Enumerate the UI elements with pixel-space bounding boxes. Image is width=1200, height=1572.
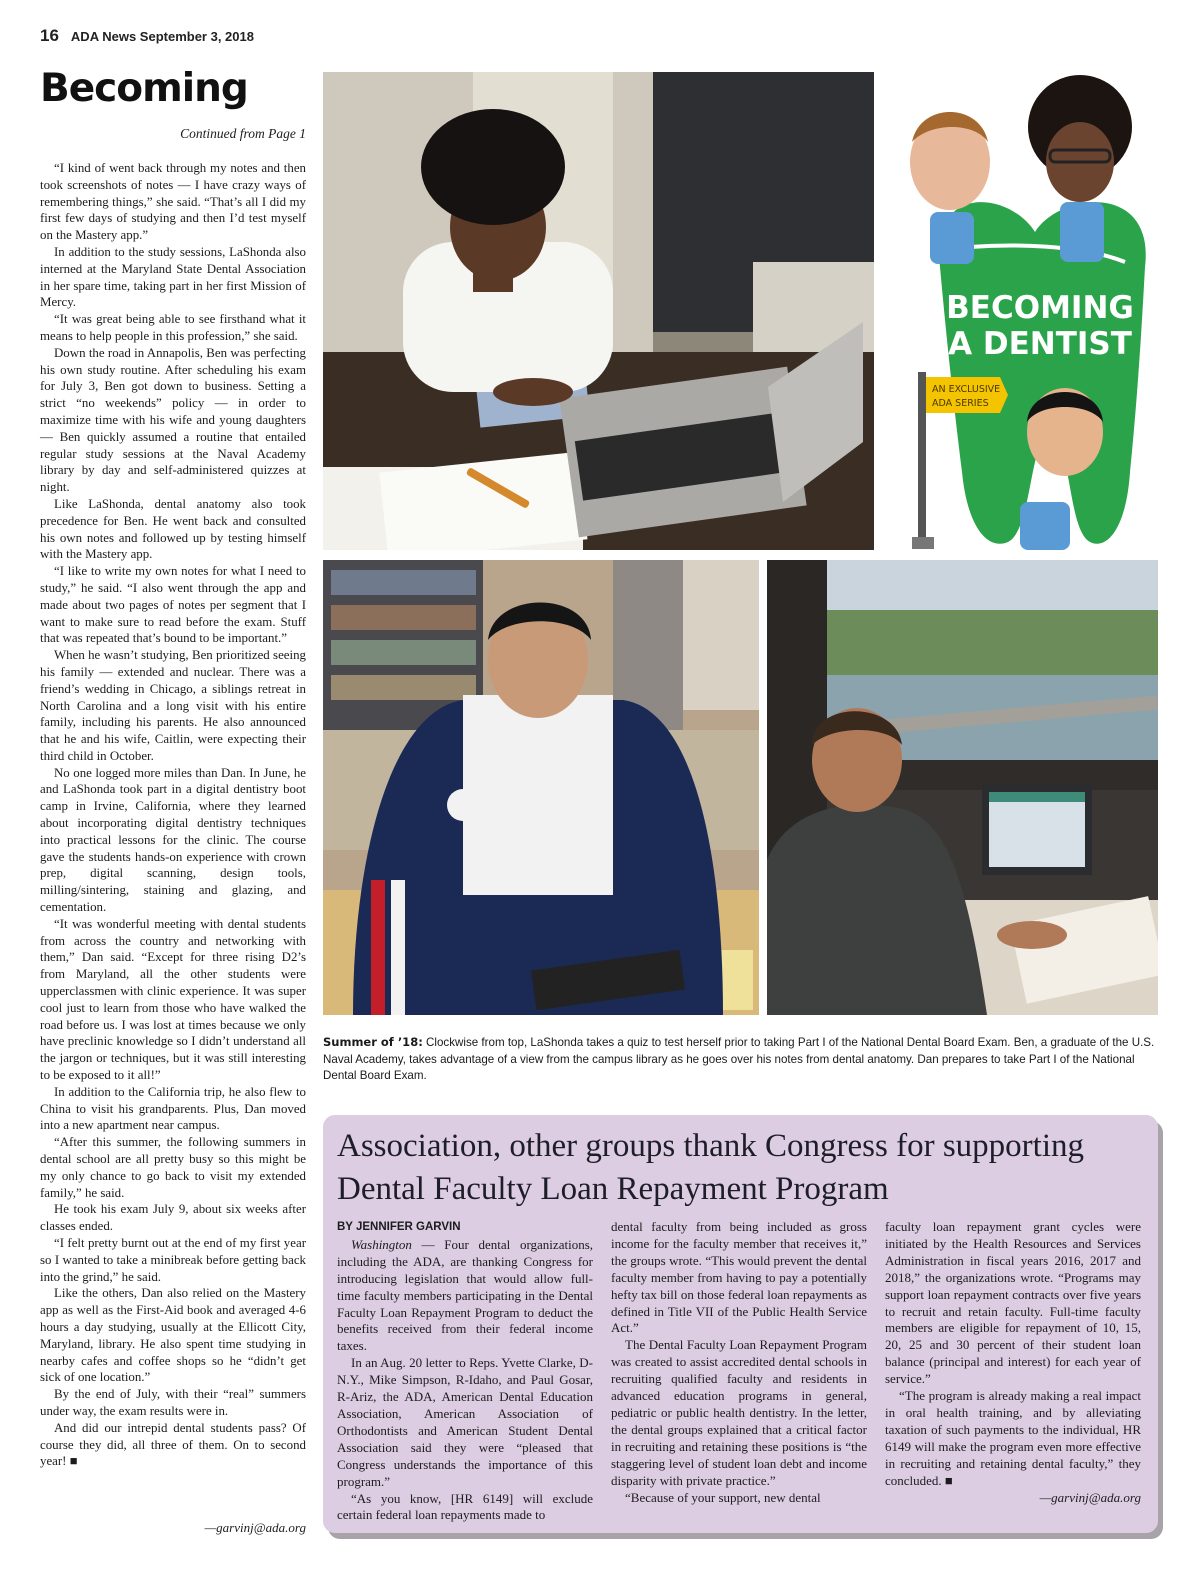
sidebar-column-1 [337,1219,593,1524]
sign-pole [918,372,926,547]
series-tag-line-1: AN EXCLUSIVE [932,384,1001,395]
photo-lashonda-studying [323,72,874,550]
paragraph: The Dental Faculty Loan Repayment Program was created to assist accredited dental schools in recruiting qualified faculty and residents in advanced education programs in general, pediatric or public health dentistry. In the letter, the dental groups explained that a critical factor in recruiting and retaining these positions is “the staggering level of student loan debt and income disparity with private practice.” [611,1337,867,1488]
paragraph: Like LaShonda, dental anatomy also took precedence for Ben. He went back and consulted his own notes and followed up by testing himself with the Mastery app. [40,496,306,562]
series-tag-line-2: ADA SERIES [932,398,989,409]
page-number: 16 [40,26,59,45]
paragraph: “Because of your support, new dental [625,1489,821,1505]
paragraph: Down the road in Annapolis, Ben was perfecting his own study routine. After scheduling his exam for July 3, Ben got down to business. Setting a strict “no weekends” policy — in order to maximize time with his wife and young daughters — Ben quickly assumed a routine that entailed regular study sessions at the Naval Academy library by day and self-administered quizzes at night. [40,345,306,495]
paragraph: “I kind of went back through my notes and then took screenshots of notes — I have crazy ways of remembering things,” she said. “That’s all I did my first few days of studying and then I’d test myself on the Mastery app.” [40,161,306,243]
paragraph: He took his exam July 9, about six weeks after classes ended. [40,1202,306,1234]
article-headline: Becoming [40,66,248,111]
paragraph: No one logged more miles than Dan. In June, he and LaShonda took part in a digital dentistry boot camp in Irvine, California, where they learned about incorporating digital dentistry techniques into practical lessons for the clinic. The course gave the students hands-on experience with crown prep, digital scanning, design tools, milling/sintering, staining and glazing, and cementation. [40,765,306,915]
photo-ben-studying [323,560,759,1015]
paragraph: In an Aug. 20 letter to Reps. Yvette Clarke, D-N.Y., Mike Simpson, R-Idaho, and Paul Gosar, R-Ariz, the ADA, American Dental Education Association, American Association of Orthodontists and American Student Dental Association said they were “pleased that Congress understands the importance of this program.” [337,1355,593,1489]
paragraph: In addition to the study sessions, LaShonda also interned at the Maryland State Dental Association in her spare time, taking part in her first Mission of Mercy. [40,244,306,310]
paragraph: When he wasn’t studying, Ben prioritized seeing his family — extended and nuclear. There was a friend’s wedding in Chicago, a siblings retreat in North Carolina and a long visit with his entire family, including his parents. He also announced that he and his wife, Caitlin, were expecting their third child in October. [40,648,306,763]
paragraph: “It was wonderful meeting with dental students from across the country and networking with them,” Dan said. “Except for three rising D2’s from Maryland, all the other students were upperclassmen with clinic experience. It was super cool just to learn from those who have walked the road before us. I was lost at times because we only have preclinic knowledge so I didn’t understand all the jargon or techniques, but it was still interesting to be exposed to it all!” [40,916,306,1083]
paragraph: Like the others, Dan also relied on the Mastery app as well as the First-Aid book and averaged 4-6 hours a day studying, usually at the Ellicott City, Maryland, library. He also spent time studying in nearby cafes and coffee shops so he “didn’t get sick of one location.” [40,1286,306,1385]
paragraph: “It was great being able to see firsthand what it means to help people in this profession,” she said. [40,312,306,343]
folio [40,26,254,46]
paragraph: “I like to write my own notes for what I need to study,” he said. “I also went through the app and made about two pages of notes per segment that I want to make sure to read before the exam. Stuff that was repeated that’s bound to be important.” [40,564,306,646]
paragraph: By the end of July, with their “real” summers under way, the exam results were in. [40,1387,306,1418]
sidebar-paragraph: Washington — Four dental organizations, including the ADA, are thanking Congress for introducing legislation that would allow full-time faculty members participating in the Dental Faculty Loan Repayment Program to deduct the benefits received from their federal income taxes. [337,1236,593,1354]
paragraph: In addition to the California trip, he also flew to China to visit his grandparents. Plus, Dan moved into a new apartment near campus. [40,1084,306,1133]
becoming-a-dentist-logo [890,72,1160,552]
article-body [40,160,306,1470]
caption-text: Clockwise from top, LaShonda takes a quiz to test herself prior to taking Part I of the National Dental Board Exam. Ben, a graduate of the U.S. Naval Academy, takes advantage of a view from the campus library as he goes over his notes from dental anatomy. Dan prepares to take Part I of the National Dental Board Exam. [323,1036,1155,1082]
logo-line-1: BECOMING [946,290,1134,326]
caption-lead: Summer of ’18: [323,1035,423,1049]
photo-dan-studying [767,560,1158,1015]
sidebar-signoff: —garvinj@ada.org [1039,1489,1141,1505]
sidebar-paragraph: dental faculty from being included as gross income for the faculty member that receives it,” the groups wrote. “This would prevent the dental faculty member from having to pay a potentially hefty tax bill on those federal loan repayments as defined in Title VII of the Public Health Service Act.” [611,1219,867,1336]
paragraph: “After this summer, the following summers in dental school are all pretty busy so this might be my only chance to go back to visit my extended family,” he said. [40,1135,306,1200]
paragraph: “As you know, [HR 6149] will exclude certain federal loan repayments made to [337,1490,593,1523]
article-signoff: —garvinj@ada.org [204,1520,306,1535]
byline: BY JENNIFER GARVIN [337,1221,461,1233]
sidebar-box [323,1115,1158,1533]
jump-line: Continued from Page 1 [180,126,306,141]
paragraph: “The program is already making a real impact in oral health training, and by alleviating taxation of such payments to the individual, HR 6149 will make the program even more effective in recruiting and retaining dental faculty,” they concluded. ■ [885,1388,1141,1488]
photo-caption [323,1034,1158,1085]
sidebar-headline: Association, other groups thank Congress for supporting Dental Faculty Loan Repayment Program [337,1128,1084,1207]
sidebar-paragraph: faculty loan repayment grant cycles were initiated by the Health Resources and Services Administration in fiscal years 2016, 2017 and 2018,” the organizations wrote. “Programs may support loan repayment contracts over five years to recruit and retain faculty. Full-time faculty members are eligible for repayment of 10, 15, 20, 25 and 30 percent of their student loan balance (principal and interest) for each year of service.” [885,1219,1141,1387]
logo-line-2: A DENTIST [948,326,1132,362]
dateline: Washington [351,1236,412,1252]
publication-date: ADA News September 3, 2018 [70,29,254,44]
paragraph: And did our intrepid dental students pass? Of course they did, all three of them. On to second year! ■ [40,1420,306,1469]
paragraph: “I felt pretty burnt out at the end of my first year so I wanted to take a minibreak before getting back into the grind,” he said. [40,1236,306,1284]
sidebar-column-3 [885,1219,1141,1506]
sidebar-column-2 [611,1219,867,1506]
